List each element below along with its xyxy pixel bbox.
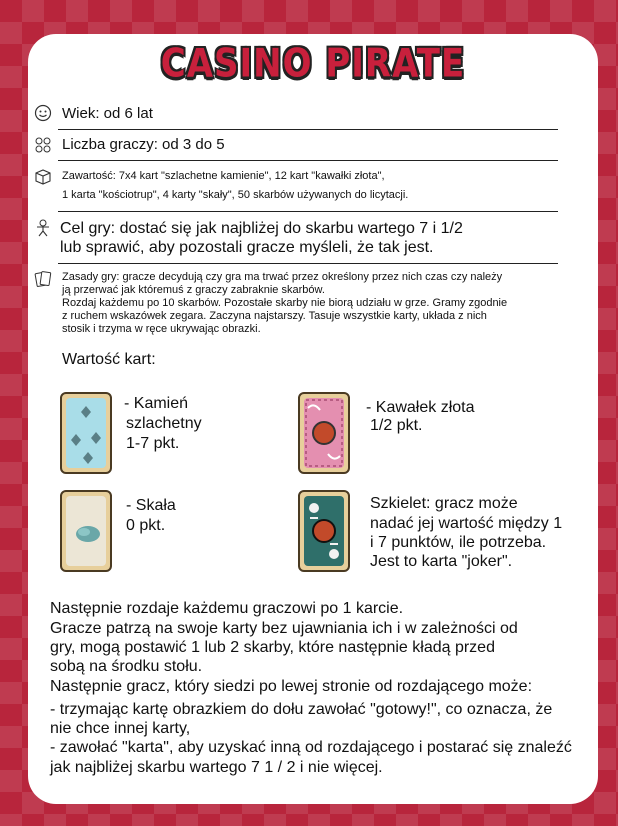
face-icon [34, 104, 52, 122]
body-line: Gracze patrzą na swoje karty bez ujawniania ich i w zależności od [50, 620, 518, 637]
gold-label-line: 1/2 pkt. [370, 417, 423, 434]
gold-card-image [298, 392, 350, 474]
rock-card-image [60, 490, 112, 572]
cards-icon [34, 270, 52, 288]
goal-line-1: Cel gry: dostać się jak najbliżej do skarbu wartego 7 i 1/2 [60, 220, 463, 237]
gem-label-line: - Kamień [124, 395, 189, 412]
rules-line: stosik i trzyma w ręce ukrywając obrazki. [62, 323, 261, 335]
title-area [28, 41, 598, 87]
players-icon [34, 136, 52, 154]
body-line: gry, mogą postawić 1 lub 2 skarby, które następnie kładą przed [50, 639, 495, 656]
goal-line-2: lub sprawić, aby pozostali gracze myśleli, że tak jest. [60, 239, 434, 256]
body-line: - zawołać "karta", aby uzyskać inną od rozdającego i postarać się znaleźć [50, 739, 572, 756]
contents-line-2: 1 karta "kościotrup", 4 karty "skały", 50 skarbów używanych do licytacji. [62, 189, 409, 201]
divider [58, 129, 558, 130]
gem-label-line: 1-7 pkt. [126, 435, 180, 452]
gem-card-image [60, 392, 112, 474]
card-values-heading: Wartość kart: [62, 351, 156, 368]
skeleton-label-line: nadać jej wartość między 1 [370, 515, 563, 532]
body-line: Następnie gracz, który siedzi po lewej stronie od rozdającego może: [50, 678, 533, 695]
body-line: jak najbliżej skarbu wartego 7 1 / 2 i nie więcej. [50, 759, 383, 776]
rules-line: Zasady gry: gracze decydują czy gra ma trwać przez określony przez nich czas czy należy [62, 271, 503, 283]
gold-label-line: - Kawałek złota [366, 399, 475, 416]
box-icon [34, 168, 52, 186]
skeleton-label-line: i 7 punktów, ile potrzeba. [370, 534, 547, 551]
rock-label-line: 0 pkt. [126, 517, 166, 534]
game-logo: CASINO PIRATE [160, 41, 466, 87]
divider [58, 160, 558, 161]
age-text: Wiek: od 6 lat [62, 105, 153, 122]
skeleton-label-line: Szkielet: gracz może [370, 495, 518, 512]
body-line: - trzymając kartę obrazkiem do dołu zawołać "gotowy!", co oznacza, że [50, 701, 553, 718]
rules-line: ją przerwać jak któremuś z graczy zabraknie skarbów. [62, 284, 325, 296]
body-line: nie chce innej karty, [50, 720, 191, 737]
skeleton-card-image [298, 490, 350, 572]
stick-figure-icon [34, 219, 52, 237]
rules-line: z ruchem wskazówek zegara. Zaczyna najstarszy. Tasuje wszystkie karty, układa z nich [62, 310, 487, 322]
divider [58, 211, 558, 212]
rules-line: Rozdaj każdemu po 10 skarbów. Pozostałe skarby nie biorą udziału w grze. Gramy zgodnie [62, 297, 508, 309]
players-text: Liczba graczy: od 3 do 5 [62, 136, 225, 153]
rules-sheet [28, 34, 598, 804]
body-line: Następnie rozdaje każdemu graczowi po 1 karcie. [50, 600, 404, 617]
gem-label-line: szlachetny [126, 415, 202, 432]
contents-line-1: Zawartość: 7x4 kart "szlachetne kamienie", 12 kart "kawałki złota", [62, 170, 385, 182]
skeleton-label-line: Jest to karta "joker". [370, 553, 513, 570]
rock-label-line: - Skała [126, 497, 176, 514]
divider [58, 263, 558, 264]
body-line: sobą na środku stołu. [50, 658, 203, 675]
